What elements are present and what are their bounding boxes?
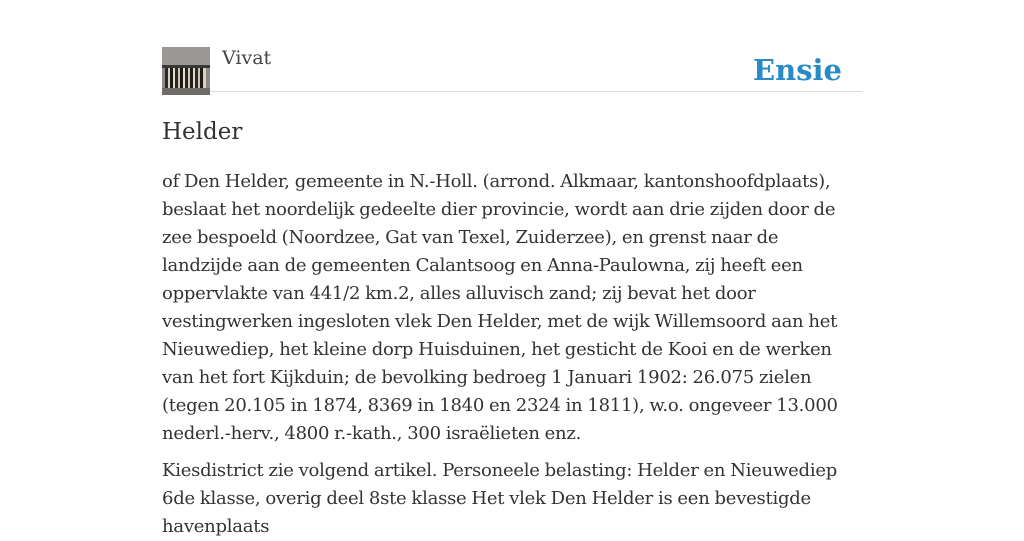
article-paragraph: of Den Helder, gemeente in N.-Holl. (arrond. Alkmaar, kantonshoofdplaats), beslaat het noordelijk gedeelte dier provincie, wordt aan drie zijden door de zee bespoeld (Noordzee, Gat van Texel, Zuiderzee), en grenst naar de landzijde aan de gemeenten Calantsoog en Anna-Paulowna, zij heeft een oppervlakte van 441/2 km.2, alles alluvisch zand; zij bevat het door vestingwerken ingesloten vlek Den Helder, met de wijk Willemsoord aan het Nieuwediep, het kleine dorp Huisduinen, het gesticht de Kooi en de werken van het fort Kijkduin; de bevolking bedroeg 1 Januari 1902: 26.075 zielen (tegen 20.105 in 1874, 8369 in 1840 en 2324 in 1811), w.o. ongeveer 13.000 nederl.-herv., 4800 r.-kath., 300 israëlieten enz. — [162, 171, 838, 444]
header — [162, 0, 862, 92]
article-paragraph: Kiesdistrict zie volgend artikel. Personeele belasting: Helder en Nieuwediep 6de klasse, overig deel 8ste klasse Het vlek Den Helder is een bevestigde havenplaats — [162, 460, 838, 537]
source-name[interactable]: Vivat — [222, 47, 272, 69]
article-title: Helder — [162, 119, 243, 145]
bookshelf-image-icon — [162, 47, 210, 95]
brand-logo[interactable]: Ensie — [753, 53, 842, 87]
source-avatar[interactable] — [162, 47, 210, 95]
content-column — [162, 0, 862, 541]
